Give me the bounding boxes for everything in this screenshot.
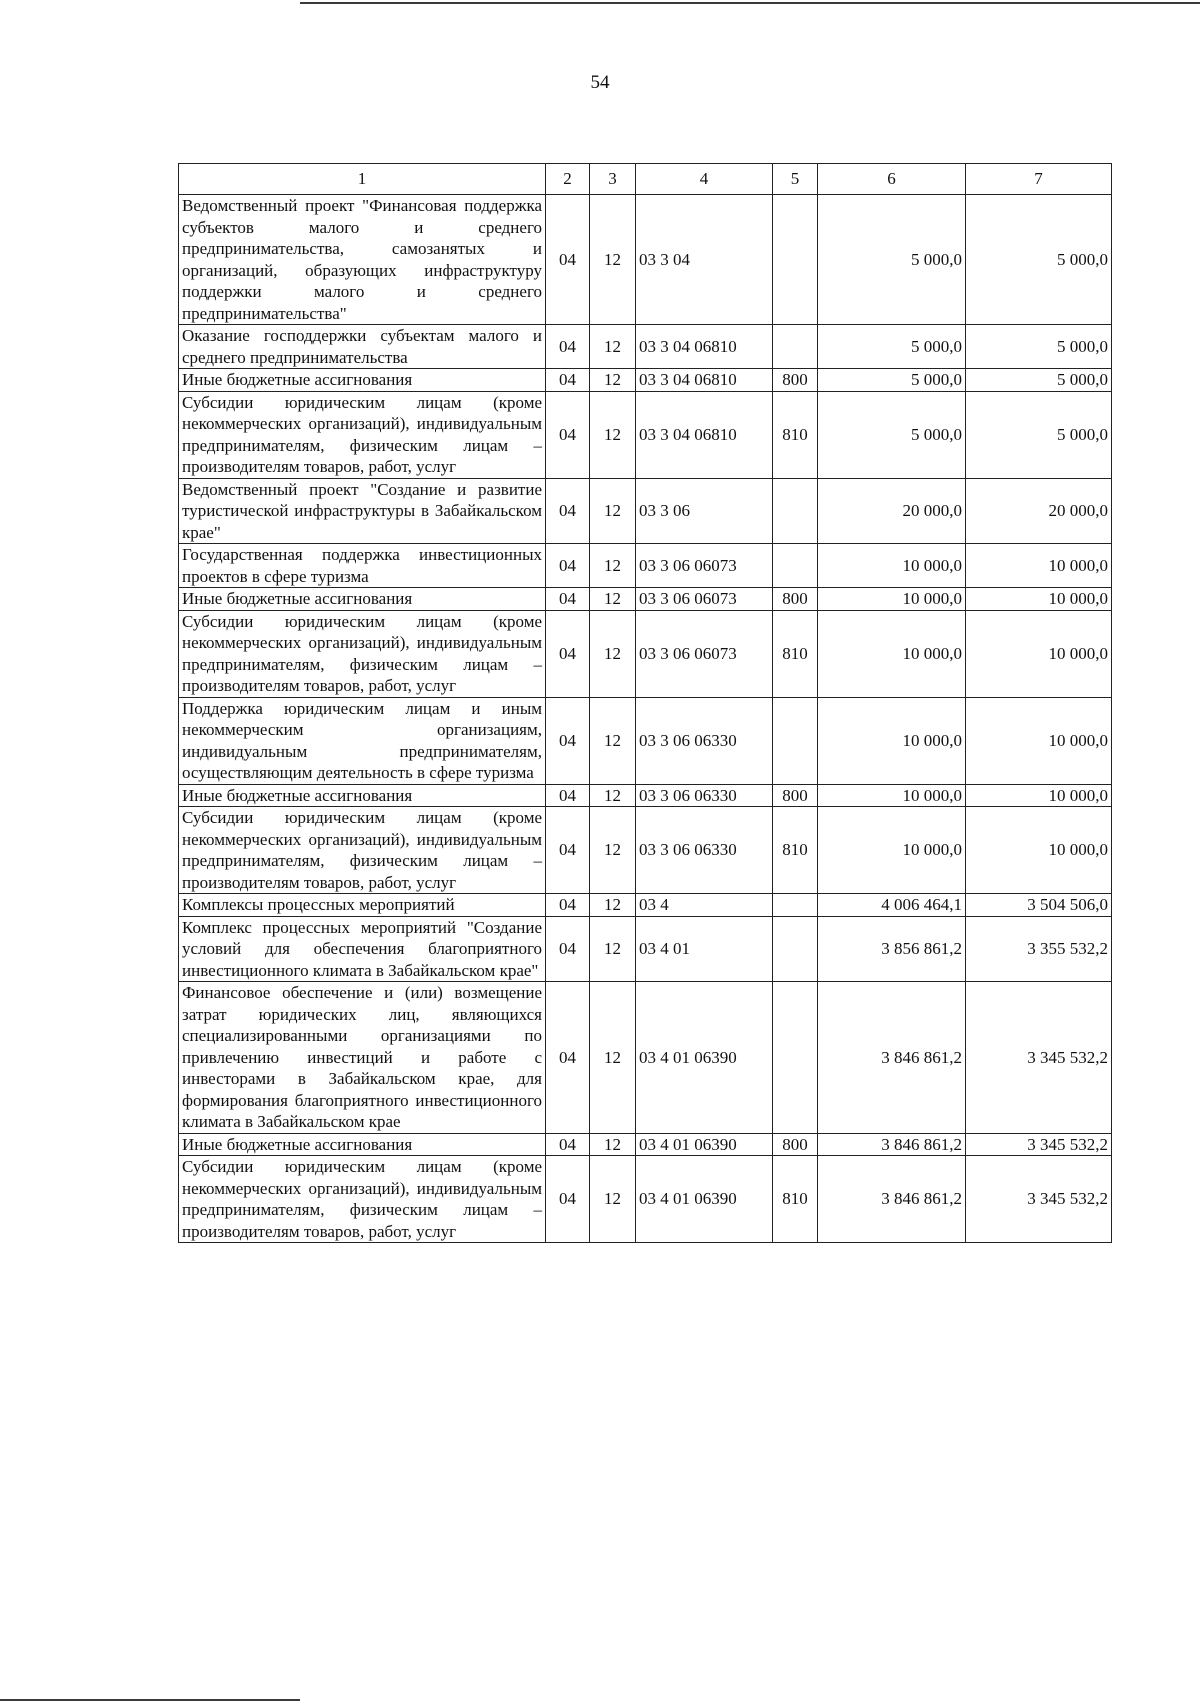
section-code: 04 xyxy=(546,1156,590,1243)
subsection-code: 12 xyxy=(590,478,636,544)
subsection-code: 12 xyxy=(590,982,636,1134)
header-cell: 5 xyxy=(773,164,818,195)
subsection-code: 12 xyxy=(590,1156,636,1243)
header-cell: 7 xyxy=(966,164,1112,195)
section-code: 04 xyxy=(546,982,590,1134)
row-description: Государственная поддержка инвестиционных проектов в сфере туризма xyxy=(179,544,546,588)
page-number: 54 xyxy=(590,72,610,93)
amount-year-2: 10 000,0 xyxy=(966,784,1112,807)
expense-type-code: 800 xyxy=(773,784,818,807)
table-row xyxy=(179,697,1112,784)
row-description: Комплекс процессных мероприятий "Создание условий для обеспечения благоприятного инвестиционного климата в Забайкальском крае" xyxy=(179,916,546,982)
section-code: 04 xyxy=(546,697,590,784)
section-code: 04 xyxy=(546,784,590,807)
table-header xyxy=(179,164,1112,195)
amount-year-1: 10 000,0 xyxy=(818,588,966,611)
row-description: Субсидии юридическим лицам (кроме некоммерческих организаций), индивидуальным предпринимателям, физическим лицам – производителям товаров, работ, услуг xyxy=(179,807,546,894)
row-description: Субсидии юридическим лицам (кроме некоммерческих организаций), индивидуальным предпринимателям, физическим лицам – производителям товаров, работ, услуг xyxy=(179,610,546,697)
subsection-code: 12 xyxy=(590,588,636,611)
row-description: Ведомственный проект "Создание и развитие туристической инфраструктуры в Забайкальском крае" xyxy=(179,478,546,544)
table-row xyxy=(179,391,1112,478)
table-row xyxy=(179,610,1112,697)
table-row xyxy=(179,784,1112,807)
expense-type-code xyxy=(773,894,818,917)
row-description: Поддержка юридическим лицам и иным некоммерческим организациям, индивидуальным предпринимателям, осуществляющим деятельность в сфере туризма xyxy=(179,697,546,784)
table-row xyxy=(179,894,1112,917)
subsection-code: 12 xyxy=(590,544,636,588)
amount-year-1: 5 000,0 xyxy=(818,369,966,392)
target-article-code: 03 4 01 06390 xyxy=(636,982,773,1134)
expense-type-code xyxy=(773,916,818,982)
row-description: Оказание господдержки субъектам малого и среднего предпринимательства xyxy=(179,325,546,369)
row-description: Субсидии юридическим лицам (кроме некоммерческих организаций), индивидуальным предпринимателям, физическим лицам – производителям товаров, работ, услуг xyxy=(179,391,546,478)
table-row xyxy=(179,478,1112,544)
amount-year-2: 10 000,0 xyxy=(966,610,1112,697)
amount-year-2: 5 000,0 xyxy=(966,325,1112,369)
amount-year-2: 10 000,0 xyxy=(966,697,1112,784)
section-code: 04 xyxy=(546,325,590,369)
table-row xyxy=(179,807,1112,894)
table-row xyxy=(179,544,1112,588)
table-body xyxy=(179,195,1112,1243)
header-cell: 4 xyxy=(636,164,773,195)
amount-year-1: 4 006 464,1 xyxy=(818,894,966,917)
amount-year-2: 20 000,0 xyxy=(966,478,1112,544)
target-article-code: 03 4 01 06390 xyxy=(636,1133,773,1156)
subsection-code: 12 xyxy=(590,697,636,784)
amount-year-2: 10 000,0 xyxy=(966,544,1112,588)
amount-year-2: 3 504 506,0 xyxy=(966,894,1112,917)
subsection-code: 12 xyxy=(590,1133,636,1156)
amount-year-1: 10 000,0 xyxy=(818,610,966,697)
amount-year-1: 5 000,0 xyxy=(818,195,966,325)
row-description: Комплексы процессных мероприятий xyxy=(179,894,546,917)
subsection-code: 12 xyxy=(590,195,636,325)
target-article-code: 03 4 01 xyxy=(636,916,773,982)
amount-year-1: 3 846 861,2 xyxy=(818,982,966,1134)
amount-year-1: 10 000,0 xyxy=(818,544,966,588)
expense-type-code: 810 xyxy=(773,807,818,894)
subsection-code: 12 xyxy=(590,610,636,697)
section-code: 04 xyxy=(546,544,590,588)
section-code: 04 xyxy=(546,391,590,478)
subsection-code: 12 xyxy=(590,784,636,807)
target-article-code: 03 3 06 xyxy=(636,478,773,544)
expense-type-code xyxy=(773,478,818,544)
expense-type-code xyxy=(773,325,818,369)
section-code: 04 xyxy=(546,1133,590,1156)
amount-year-2: 3 345 532,2 xyxy=(966,982,1112,1134)
expense-type-code: 810 xyxy=(773,391,818,478)
amount-year-2: 5 000,0 xyxy=(966,369,1112,392)
table-row xyxy=(179,1133,1112,1156)
amount-year-1: 3 846 861,2 xyxy=(818,1156,966,1243)
section-code: 04 xyxy=(546,807,590,894)
target-article-code: 03 3 06 06330 xyxy=(636,697,773,784)
row-description: Ведомственный проект "Финансовая поддержка субъектов малого и среднего предпринимательства, самозанятых и организаций, образующих инфраструктуру поддержки малого и среднего предпринимательства" xyxy=(179,195,546,325)
row-description: Иные бюджетные ассигнования xyxy=(179,369,546,392)
amount-year-1: 3 846 861,2 xyxy=(818,1133,966,1156)
section-code: 04 xyxy=(546,588,590,611)
target-article-code: 03 3 04 xyxy=(636,195,773,325)
section-code: 04 xyxy=(546,610,590,697)
amount-year-1: 3 856 861,2 xyxy=(818,916,966,982)
amount-year-1: 10 000,0 xyxy=(818,784,966,807)
target-article-code: 03 3 04 06810 xyxy=(636,369,773,392)
amount-year-2: 3 355 532,2 xyxy=(966,916,1112,982)
amount-year-1: 5 000,0 xyxy=(818,391,966,478)
row-description: Субсидии юридическим лицам (кроме некоммерческих организаций), индивидуальным предпринимателям, физическим лицам – производителям товаров, работ, услуг xyxy=(179,1156,546,1243)
row-description: Иные бюджетные ассигнования xyxy=(179,588,546,611)
header-cell: 6 xyxy=(818,164,966,195)
subsection-code: 12 xyxy=(590,916,636,982)
expense-type-code xyxy=(773,195,818,325)
amount-year-2: 3 345 532,2 xyxy=(966,1156,1112,1243)
section-code: 04 xyxy=(546,916,590,982)
table-row xyxy=(179,325,1112,369)
section-code: 04 xyxy=(546,894,590,917)
amount-year-1: 10 000,0 xyxy=(818,697,966,784)
expense-type-code xyxy=(773,697,818,784)
header-cell: 1 xyxy=(179,164,546,195)
target-article-code: 03 3 04 06810 xyxy=(636,391,773,478)
header-cell: 3 xyxy=(590,164,636,195)
amount-year-2: 10 000,0 xyxy=(966,807,1112,894)
expense-type-code: 800 xyxy=(773,1133,818,1156)
expense-type-code xyxy=(773,982,818,1134)
header-row xyxy=(179,164,1112,195)
expense-type-code: 800 xyxy=(773,588,818,611)
section-code: 04 xyxy=(546,478,590,544)
subsection-code: 12 xyxy=(590,369,636,392)
table-row xyxy=(179,369,1112,392)
table-row xyxy=(179,982,1112,1134)
expense-type-code: 800 xyxy=(773,369,818,392)
scan-edge-line-bottom xyxy=(0,1699,300,1701)
subsection-code: 12 xyxy=(590,325,636,369)
subsection-code: 12 xyxy=(590,807,636,894)
expense-type-code: 810 xyxy=(773,1156,818,1243)
header-cell: 2 xyxy=(546,164,590,195)
amount-year-2: 5 000,0 xyxy=(966,195,1112,325)
subsection-code: 12 xyxy=(590,894,636,917)
target-article-code: 03 3 04 06810 xyxy=(636,325,773,369)
target-article-code: 03 3 06 06073 xyxy=(636,544,773,588)
budget-table xyxy=(178,163,1112,1243)
target-article-code: 03 3 06 06330 xyxy=(636,807,773,894)
target-article-code: 03 4 xyxy=(636,894,773,917)
target-article-code: 03 3 06 06073 xyxy=(636,610,773,697)
table-row xyxy=(179,1156,1112,1243)
subsection-code: 12 xyxy=(590,391,636,478)
table-row xyxy=(179,588,1112,611)
row-description: Иные бюджетные ассигнования xyxy=(179,1133,546,1156)
table-row xyxy=(179,916,1112,982)
amount-year-2: 5 000,0 xyxy=(966,391,1112,478)
amount-year-1: 10 000,0 xyxy=(818,807,966,894)
expense-type-code xyxy=(773,544,818,588)
section-code: 04 xyxy=(546,195,590,325)
row-description: Иные бюджетные ассигнования xyxy=(179,784,546,807)
target-article-code: 03 3 06 06073 xyxy=(636,588,773,611)
amount-year-1: 5 000,0 xyxy=(818,325,966,369)
scan-edge-line-top xyxy=(300,2,1200,4)
target-article-code: 03 4 01 06390 xyxy=(636,1156,773,1243)
row-description: Финансовое обеспечение и (или) возмещение затрат юридических лиц, являющихся специализированными организациями по привлечению инвестиций и работе с инвесторами в Забайкальском крае, для формирования благоприятного инвестиционного климата в Забайкальском крае xyxy=(179,982,546,1134)
amount-year-1: 20 000,0 xyxy=(818,478,966,544)
amount-year-2: 3 345 532,2 xyxy=(966,1133,1112,1156)
section-code: 04 xyxy=(546,369,590,392)
amount-year-2: 10 000,0 xyxy=(966,588,1112,611)
table-row xyxy=(179,195,1112,325)
expense-type-code: 810 xyxy=(773,610,818,697)
target-article-code: 03 3 06 06330 xyxy=(636,784,773,807)
